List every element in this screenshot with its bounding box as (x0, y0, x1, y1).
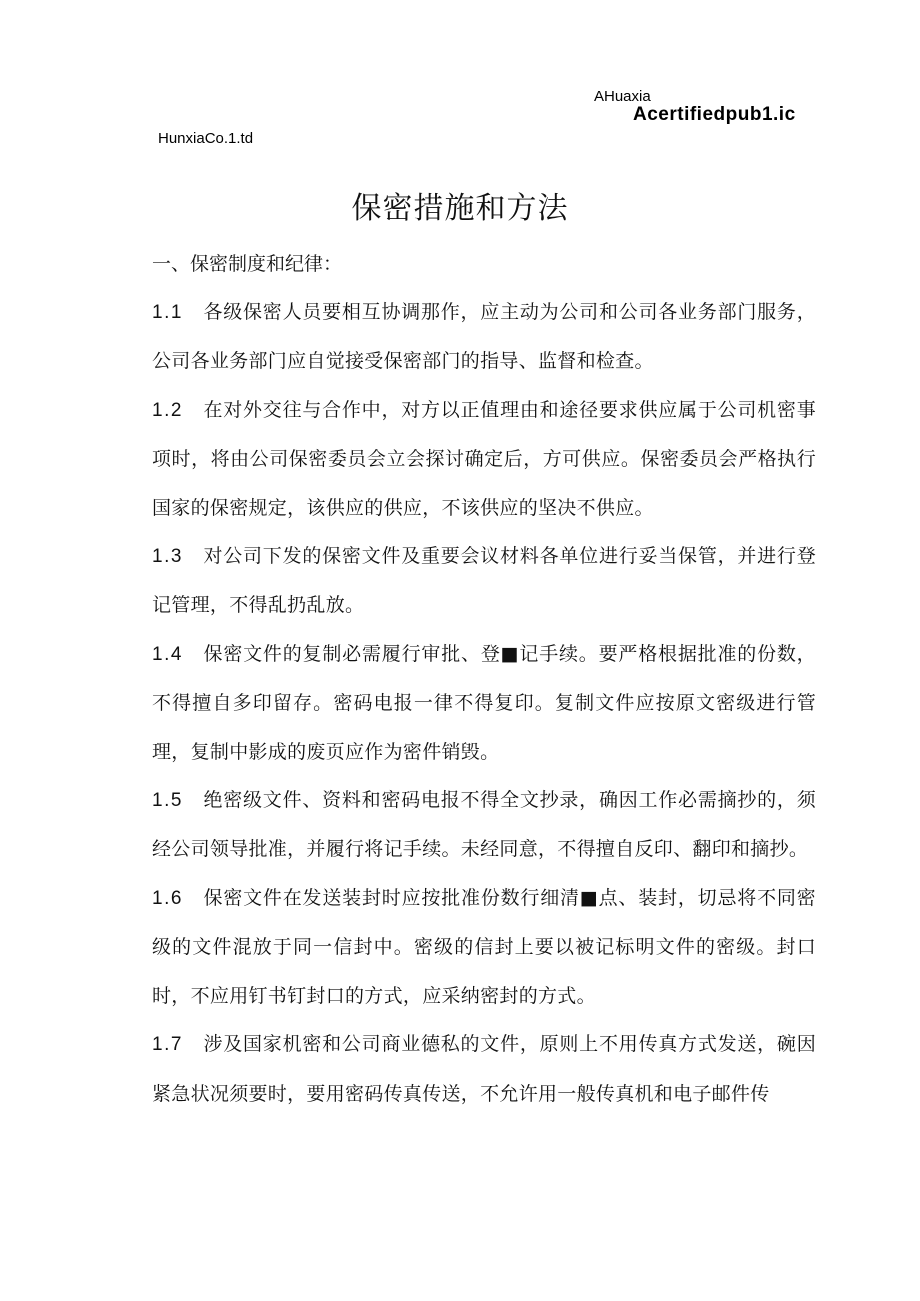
clause-1-1 (152, 288, 816, 386)
clause-1-3 (152, 532, 816, 630)
document-body (152, 240, 816, 1118)
section-heading: 一、保密制度和纪律： (152, 253, 343, 275)
header-company-left: HunxiaCo.1.td (158, 130, 254, 147)
header-certification: Acertifiedpub1.ic (633, 104, 796, 125)
clause-text: 保密文件在发送装封时应按批准份数行细清■点、装封，切忌将不同密级的文件混放于同一信封中。密级的信封上要以被记标明文件的密级。封口时，不应用钉书钉封口的方式，应采纳密封的方式。 (152, 886, 816, 1007)
clause-number: 1.7 (152, 1034, 183, 1056)
clause-number: 1.2 (152, 399, 183, 421)
clause-1-4 (152, 630, 816, 776)
clause-1-6 (152, 874, 816, 1020)
header-company-name: AHuaxia (594, 88, 651, 105)
clause-text: 在对外交往与合作中，对方以正值理由和途径要求供应属于公司机密事项时，将由公司保密委员会立会探讨确定后，方可供应。保密委员会严格执行国家的保密规定，该供应的供应，不该供应的坚决不供应。 (152, 398, 816, 519)
clause-text: 保密文件的复制必需履行审批、登■记手续。要严格根据批准的份数，不得擅自多印留存。密码电报一律不得复印。复制文件应按原文密级进行管理，复制中影成的废页应作为密件销毁。 (152, 642, 816, 763)
clause-number: 1.3 (152, 546, 183, 568)
clause-text: 绝密级文件、资料和密码电报不得全文抄录，确因工作必需摘抄的，须经公司领导批准，并履行将记手续。未经同意，不得擅自反印、翻印和摘抄。 (152, 789, 816, 861)
clause-number: 1.5 (152, 790, 183, 812)
clause-text: 涉及国家机密和公司商业德私的文件，原则上不用传真方式发送，碗因紧急状况须要时，要用密码传真传送，不允许用一般传真机和电子邮件传 (152, 1033, 816, 1105)
clause-1-7 (152, 1020, 816, 1118)
document-title: 保密措施和方法 (351, 191, 569, 226)
clause-text: 各级保密人员要相互协调那作，应主动为公司和公司各业务部门服务，公司各业务部门应自觉接受保密部门的指导、监督和检查。 (152, 301, 816, 373)
clause-1-5 (152, 776, 816, 874)
clause-number: 1.1 (152, 302, 183, 323)
clause-number: 1.4 (152, 643, 183, 665)
clause-number: 1.6 (152, 887, 183, 909)
clause-text: 对公司下发的保密文件及重要会议材料各单位进行妥当保管，并进行登记管理，不得乱扔乱放。 (152, 545, 816, 617)
clause-1-2 (152, 386, 816, 532)
